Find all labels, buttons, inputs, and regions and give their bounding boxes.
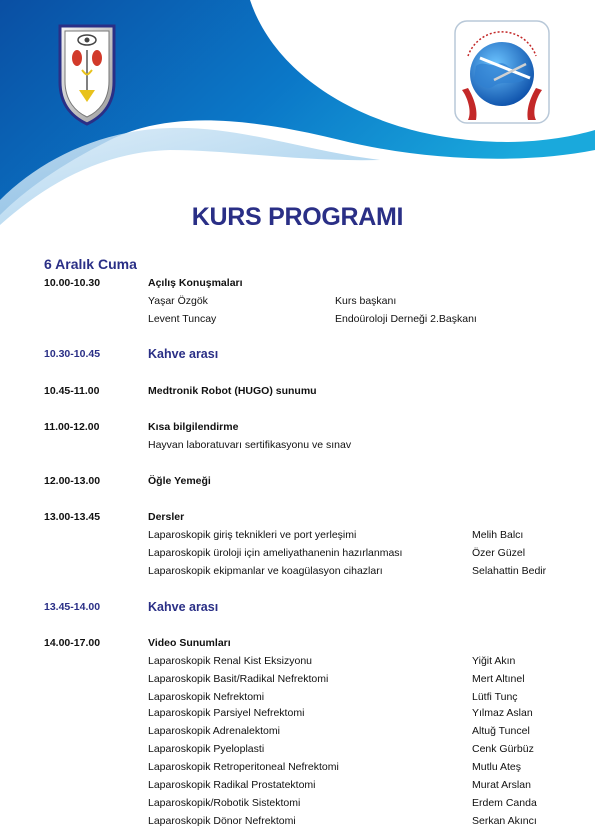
speaker-name: Yaşar Özgök <box>148 295 208 307</box>
speaker-role: Endoüroloji Derneği 2.Başkanı <box>335 313 477 325</box>
video-speaker: Murat Arslan <box>472 779 531 791</box>
video-topic: Laparoskopik Parsiyel Nefrektomi <box>148 707 305 719</box>
video-speaker: Mert Altınel <box>472 673 525 685</box>
day-heading: 6 Aralık Cuma <box>44 256 137 272</box>
urology-emblem-logo <box>54 20 120 126</box>
lecture-topic: Laparoskopik üroloji için ameliyathanenin hazırlanması <box>148 547 403 559</box>
session-time: 13.00-13.45 <box>44 511 101 523</box>
video-speaker: Cenk Gürbüz <box>472 743 534 755</box>
video-topic: Laparoskopik Pyeloplasti <box>148 743 265 755</box>
page-title: KURS PROGRAMI <box>191 203 404 231</box>
speaker-name: Levent Tuncay <box>148 313 217 325</box>
session-time: 14.00-17.00 <box>44 637 101 649</box>
session-title: Açılış Konuşmaları <box>148 277 243 289</box>
session-time: 10.00-10.30 <box>44 277 101 289</box>
session-title: Öğle Yemeği <box>148 475 211 487</box>
speaker-role: Kurs başkanı <box>335 295 397 307</box>
session-title: Dersler <box>148 511 185 523</box>
video-topic: Laparoskopik/Robotik Sistektomi <box>148 797 301 809</box>
break-label: Kahve arası <box>148 600 219 614</box>
video-speaker: Erdem Canda <box>472 797 537 809</box>
break-time: 13.45-14.00 <box>44 601 101 613</box>
lecture-topic: Laparoskopik giriş teknikleri ve port yerleşimi <box>148 529 357 541</box>
video-speaker: Lütfi Tunç <box>472 691 518 703</box>
video-speaker: Yiğit Akın <box>472 655 516 667</box>
video-topic: Laparoskopik Retroperitoneal Nefrektomi <box>148 761 339 773</box>
session-title: Video Sunumları <box>148 637 231 649</box>
video-speaker: Serkan Akıncı <box>472 815 537 827</box>
session-subtitle: Hayvan laboratuvarı sertifikasyonu ve sınav <box>148 439 352 451</box>
session-time: 12.00-13.00 <box>44 475 101 487</box>
session-title: Kısa bilgilendirme <box>148 421 239 433</box>
video-topic: Laparoskopik Basit/Radikal Nefrektomi <box>148 673 329 685</box>
video-speaker: Yılmaz Aslan <box>472 707 533 719</box>
lecture-speaker: Melih Balcı <box>472 529 524 541</box>
session-time: 11.00-12.00 <box>44 421 100 433</box>
video-topic: Laparoskopik Radikal Prostatektomi <box>148 779 316 791</box>
session-time: 10.45-11.00 <box>44 385 100 397</box>
video-topic: Laparoskopik Dönor Nefrektomi <box>148 815 296 827</box>
session-title: Medtronik Robot (HUGO) sunumu <box>148 385 317 397</box>
video-topic: Laparoskopik Nefrektomi <box>148 691 265 703</box>
lecture-speaker: Selahattin Bedir <box>472 565 547 577</box>
break-time: 10.30-10.45 <box>44 348 101 360</box>
lecture-topic: Laparoskopik ekipmanlar ve koagülasyon cihazları <box>148 565 383 577</box>
video-speaker: Mutlu Ateş <box>472 761 522 773</box>
video-topic: Laparoskopik Adrenalektomi <box>148 725 280 737</box>
break-label: Kahve arası <box>148 347 219 361</box>
video-topic: Laparoskopik Renal Kist Eksizyonu <box>148 655 313 667</box>
video-speaker: Altuğ Tuncel <box>472 725 530 737</box>
lecture-speaker: Özer Güzel <box>472 547 526 559</box>
laparoscopy-association-logo <box>454 20 550 124</box>
